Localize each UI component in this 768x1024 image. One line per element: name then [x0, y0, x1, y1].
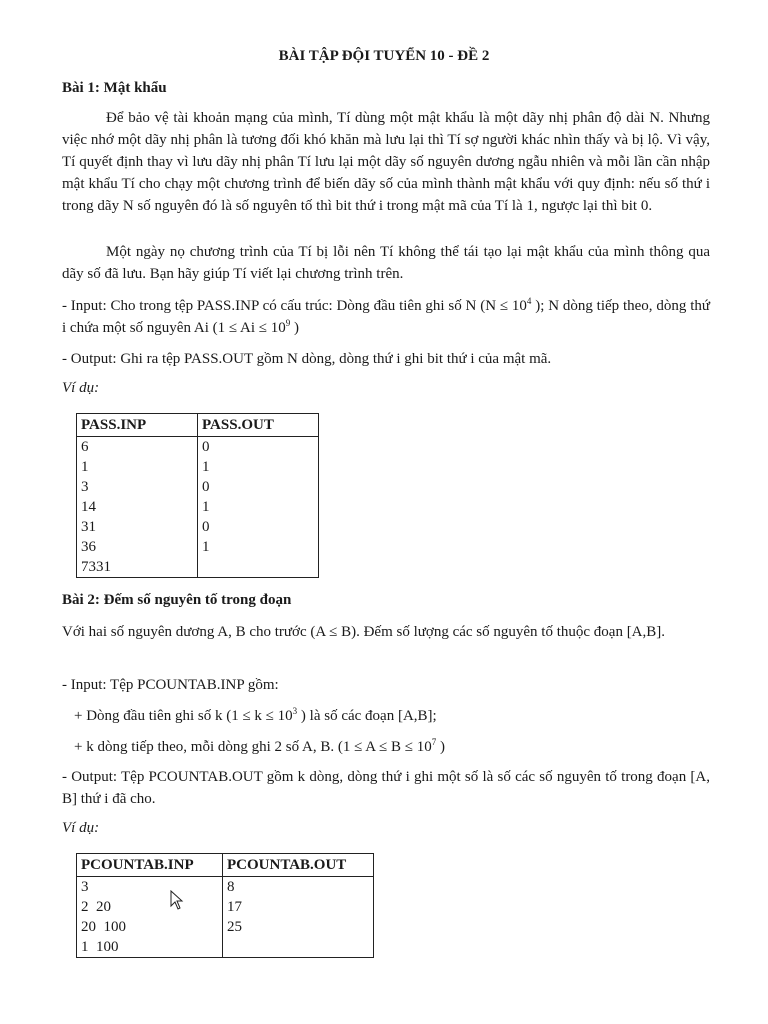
problem-2-heading: Bài 2: Đếm số nguyên tố trong đoạn	[62, 592, 292, 608]
problem-2-input-line-2: + k dòng tiếp theo, mỗi dòng ghi 2 số A, B. ($1 \le A \le B \le 10^7$ )	[74, 737, 446, 755]
problem-1-example-table	[76, 413, 319, 578]
problem-2-input-spec: - Input: Tệp PCOUNTAB.INP gồm:	[62, 677, 279, 693]
problem-2-input-line-1: + Dòng đầu tiên ghi số k ($1 \le k \le 10^3$ ) là số các đoạn [A,B];	[74, 706, 437, 724]
table-cell: 3	[77, 477, 198, 497]
table-cell: 3	[77, 877, 223, 898]
table-cell: 0	[198, 517, 319, 537]
table-row	[77, 897, 374, 917]
table-row	[77, 937, 374, 958]
table-cell: 6	[77, 437, 198, 458]
table-row	[77, 877, 374, 898]
table-cell: 36	[77, 537, 198, 557]
problem-1-heading: Bài 1: Mật khẩu	[62, 80, 167, 96]
table-cell: 1	[77, 457, 198, 477]
table-header: PASS.OUT	[198, 414, 319, 437]
table-row	[77, 917, 374, 937]
table-cell: 31	[77, 517, 198, 537]
problem-1-paragraph-1: Để bảo vệ tài khoản mạng của mình, Tí dùng một mật khẩu là một dãy nhị phân độ dài N. Nhưng việc nhớ một dãy nhị phân là tương đối khó khăn mà lưu lại thì Tí sợ người khác nhìn thấy và bị lộ. Vì vậy, Tí quyết định thay vì lưu dãy nhị phân Tí lưu lại một dãy số nguyên dương ngẫu nhiên và mỗi lần cần nhập mật khẩu Tí cho chạy một chương trình để biến dãy số của mình thành mật khẩu với quy định: nếu số thứ i trong dãy N số nguyên đó là số nguyên tố thì bit thứ i trong mật mã của Tí là 1, ngược lại thì bit 0.	[62, 110, 710, 214]
table-row	[77, 437, 319, 458]
table-cell	[223, 937, 374, 958]
problem-2-example-table	[76, 853, 374, 958]
table-row	[77, 477, 319, 497]
table-cell: 1	[198, 497, 319, 517]
table-header: PCOUNTAB.INP	[77, 854, 223, 877]
table-cell: 17	[223, 897, 374, 917]
table-row	[77, 557, 319, 578]
problem-1-example-label: Ví dụ:	[62, 380, 100, 396]
table-cell: 1	[198, 537, 319, 557]
problem-1-paragraph-2: Một ngày nọ chương trình của Tí bị lỗi nên Tí không thể tái tạo lại mật khẩu của mình thông qua dãy số đã lưu. Bạn hãy giúp Tí viết lại chương trình trên.	[62, 244, 710, 282]
document-title: BÀI TẬP ĐỘI TUYỂN 10 - ĐỀ 2	[278, 48, 490, 64]
table-row	[77, 517, 319, 537]
table-cell	[198, 557, 319, 578]
mouse-pointer-icon	[170, 890, 184, 910]
table-header: PASS.INP	[77, 414, 198, 437]
table-header: PCOUNTAB.OUT	[223, 854, 374, 877]
table-row	[77, 537, 319, 557]
table-cell: 7331	[77, 557, 198, 578]
table-cell: 0	[198, 437, 319, 458]
table-cell: 0	[198, 477, 319, 497]
problem-2-output-spec: - Output: Tệp PCOUNTAB.OUT gồm k dòng, dòng thứ i ghi một số là số các số nguyên tố trong đoạn [A, B] thứ i đã cho.	[62, 769, 710, 807]
table-row	[77, 497, 319, 517]
table-row	[77, 457, 319, 477]
table-cell: 1	[198, 457, 319, 477]
table-cell: 14	[77, 497, 198, 517]
table-cell: 20 100	[77, 917, 223, 937]
problem-2-paragraph-1: Với hai số nguyên dương A, B cho trước (A ≤ B). Đếm số lượng các số nguyên tố thuộc đoạn [A,B].	[62, 624, 666, 640]
problem-2-example-label: Ví dụ:	[62, 820, 100, 836]
table-cell: 2 20	[77, 897, 223, 917]
problem-1-input-spec: - Input: Cho trong tệp PASS.INP có cấu trúc: Dòng đầu tiên ghi số N ($N \le 10^4$ ); N dòng tiếp theo, dòng thứ i chứa một số nguyên Ai ($1 \le Ai \le 10^9$ )	[62, 296, 710, 336]
table-cell: 8	[223, 877, 374, 898]
table-cell: 1 100	[77, 937, 223, 958]
table-cell: 25	[223, 917, 374, 937]
problem-1-output-spec: - Output: Ghi ra tệp PASS.OUT gồm N dòng, dòng thứ i ghi bit thứ i của mật mã.	[62, 351, 552, 367]
